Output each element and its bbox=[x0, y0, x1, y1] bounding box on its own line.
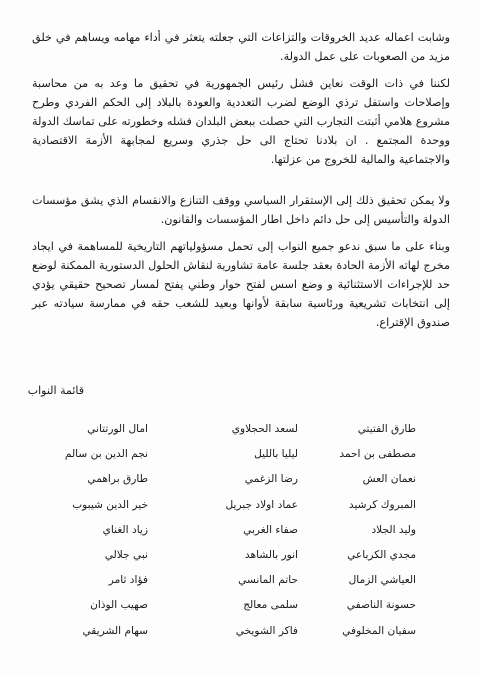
deputy-name: لسعد الحجلاوي bbox=[231, 423, 298, 435]
deputy-name: ليليا بالليل bbox=[254, 448, 298, 461]
paragraph: وبناء على ما سبق ندعو جميع النواب إلى تحمل مسؤولياتهم التاريخية للمساهمة في ايجاد مخرج لهاته الأزمة الحادة بعقد جلسة عامة تشاورية لنقاش الحلول الدستورية الممكنة لوضع حد للإجراءات الاستثنائية و وضع اسس لفتح حوار وطني يفتح لمسار تصحيح حقيقي يؤدي إلى انتخابات تشريعية ورئاسية سابقة لأوانها وبعيد للشعب حقه في ممارسة سيادته عبر صندوق الإقتراع. bbox=[32, 240, 450, 329]
deputy-name: صفاء الغربي bbox=[243, 523, 298, 536]
deputy-name: امال الورتتاني bbox=[87, 423, 148, 435]
deputy-name: حسونة الناصفي bbox=[346, 599, 416, 612]
deputy-name: العياشي الزمال bbox=[348, 574, 416, 587]
deputies-list-title: قائمة النواب bbox=[27, 384, 84, 397]
deputy-name: زياد الغناي bbox=[102, 523, 148, 536]
deputy-name: مجدي الكرباعي bbox=[347, 548, 416, 561]
deputy-name: طارق براهمي bbox=[87, 473, 148, 486]
deputy-name: نبي جلالي bbox=[104, 548, 148, 561]
deputy-name: نجم الدين بن سالم bbox=[64, 448, 148, 461]
deputy-name: فؤاد ثامر bbox=[108, 574, 148, 587]
deputy-name: مصطفى بن احمد bbox=[339, 448, 416, 461]
paragraph: وشابت اعماله عديد الخروقات والتزاعات التي جعلته يتعثر في أداء مهامه ويساهم في خلق مزيد من الصعوبات على عمل الدولة. bbox=[32, 31, 450, 63]
deputy-name: طارق الفتيتي bbox=[357, 423, 416, 435]
deputy-name: سهام الشريقي bbox=[82, 624, 148, 637]
paragraph: ولا يمكن تحقيق ذلك إلى الإستقرار السياسي ووقف التنازع والانقسام الذي يشق مؤسسات الدولة والتأسيس إلى حل دائم داخل اطار المؤسسات والقانون. bbox=[32, 194, 450, 226]
deputy-name: سلمى معالج bbox=[243, 599, 298, 612]
deputies-column-3 bbox=[65, 420, 148, 647]
deputy-name: حاتم المانسي bbox=[238, 574, 298, 587]
deputy-name: فاكر الشويخي bbox=[235, 624, 298, 637]
deputy-name: وليد الجلاد bbox=[371, 523, 416, 536]
deputies-column-1 bbox=[339, 420, 416, 647]
deputy-name: خير الدين شيبوب bbox=[72, 498, 148, 511]
paragraph: لكننا في ذات الوقت نعاين فشل رئيس الجمهورية في تحقيق ما وعد به من محاسبة وإصلاحات واستفل ترذي الوضع لضرب التعددية والعودة بالبلاد إلى الحكم الفردي وطرح مشروع هلامي أثبتت التجارب التي حصلت ببعض البلدان فشله وخطورته على تماسك الدولة ووحدة المجتمع . ان بلادنا تحتاج الى حل جذري وسريع لمجابهة الأزمة الاقتصادية والاجتماعية والمالية للخروج من عزلتها. bbox=[32, 77, 450, 166]
deputies-column-2 bbox=[225, 420, 298, 647]
deputy-name: سفيان المخلوفي bbox=[342, 624, 416, 637]
deputy-name: المبروك كرشيد bbox=[348, 498, 416, 511]
deputy-name: عماد اولاد جبريل bbox=[225, 498, 298, 511]
deputy-name: انور بالشاهد bbox=[244, 548, 298, 561]
deputy-name: صهيب الوذان bbox=[90, 599, 148, 612]
deputy-name: نعمان العش bbox=[362, 473, 416, 486]
deputy-name: رضا الزغمي bbox=[244, 473, 298, 486]
